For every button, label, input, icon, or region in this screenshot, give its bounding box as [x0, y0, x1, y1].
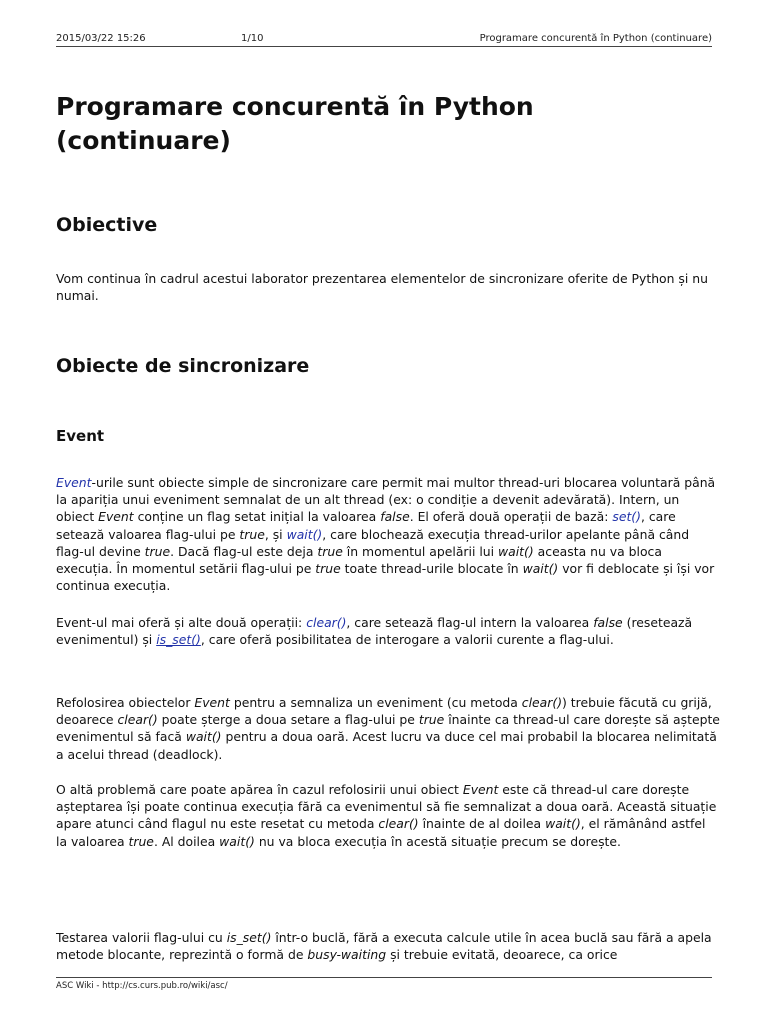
em-run: clear()	[521, 695, 563, 710]
em-run: busy-waiting	[307, 947, 387, 963]
em-run: wait()	[522, 561, 559, 577]
em-run: true	[239, 526, 265, 542]
event-operations-paragraph	[56, 614, 720, 648]
page-header	[56, 32, 712, 46]
em-run: is_set()	[226, 930, 272, 945]
text-run: pentru a doua oară. Acest lucru va duce cel mai probabil la blocarea nelimitată a acelui thread (deadlock).	[56, 729, 717, 762]
em-run: wait()	[185, 729, 222, 745]
event-reuse-paragraph	[56, 694, 720, 763]
page-title-line2: (continuare)	[56, 126, 231, 155]
text-run: nu va bloca execuția în acestă situație precum se dorește.	[254, 833, 621, 849]
text-run: aceasta nu va bloca execuția. În momentul setării flag-ului pe	[56, 543, 662, 577]
text-run: într-o buclă, fără a executa calcule utile în acea buclă sau fără a apela metode blocante, reprezintă o formă de	[56, 930, 712, 963]
text-run: Testarea valorii flag-ului cu	[56, 930, 227, 945]
text-run: (resetează evenimentul) și	[56, 615, 693, 648]
text-run: și trebuie evitată, deoarece, ca orice	[386, 947, 618, 963]
em-run: clear()	[117, 712, 158, 728]
clear-method-link[interactable]: clear()	[306, 615, 347, 630]
page-title-line1: Programare concurentă în Python	[56, 92, 534, 121]
text-run: toate thread-urile blocate în	[340, 561, 523, 577]
text-run: . Dacă flag-ul este deja	[170, 543, 318, 559]
text-run: , care oferă posibilitatea de interogare a valorii curente a flag-ului.	[200, 632, 614, 648]
text-run: , care blochează execuția thread-urilor apelante până când flag-ul devine	[56, 526, 690, 559]
text-run: -urile sunt obiecte simple de sincronizare care permit mai multor thread-uri blocarea voluntară până la apariția unui eveniment semnalat de un alt thread (ex: o condiție a devenit adevărată). Intern, un obiect	[56, 475, 716, 525]
em-run: true	[144, 543, 171, 559]
em-run: Event	[462, 782, 499, 797]
text-run: , care setează flag-ul intern la valoarea	[346, 615, 594, 630]
objectives-heading: Obiective	[56, 214, 158, 236]
header-page-count: 1/10	[241, 33, 264, 44]
text-run: ) trebuie făcută cu grijă, deoarece	[56, 695, 712, 728]
em-run: wait()	[498, 543, 534, 559]
text-run: . Al doilea	[153, 833, 220, 849]
em-run: false	[593, 615, 623, 630]
event-intro-paragraph	[56, 474, 720, 594]
em-run: true	[315, 561, 341, 577]
text-run: , și	[264, 526, 287, 542]
em-run: Event	[194, 695, 230, 710]
em-run: Event	[98, 509, 134, 525]
text-run: Event-ul mai oferă și alte două operații:	[56, 615, 307, 630]
sync-objects-heading: Obiecte de sincronizare	[56, 355, 310, 377]
text-run: înainte de al doilea	[418, 816, 546, 832]
em-run: wait()	[545, 816, 581, 832]
text-run: vor fi deblocate și își vor continua execuția.	[56, 561, 715, 594]
page-footer: ASC Wiki - http://cs.curs.pub.ro/wiki/asc/	[56, 981, 228, 991]
text-run: O altă problemă care poate apărea în cazul refolosirii unui obiect	[56, 782, 463, 797]
text-run: conține un flag setat inițial la valoarea	[133, 509, 381, 525]
event-reuse-problem-paragraph	[56, 781, 720, 850]
text-run: înainte ca thread-ul care dorește să aștepte evenimentul să facă	[56, 712, 720, 745]
em-run: wait()	[219, 833, 255, 849]
text-run: este că thread-ul care dorește așteptarea își poate continua execuția fără ca evenimentul să fie semnalizat a doua oară. Această situație apare atunci când flagul nu este resetat cu metoda	[56, 782, 717, 832]
footer-divider	[56, 977, 712, 978]
header-divider	[56, 46, 712, 47]
text-run: în momentul apelării lui	[342, 543, 499, 559]
em-run: clear()	[378, 816, 419, 832]
page-title	[56, 90, 696, 158]
em-run: false	[380, 509, 410, 525]
objectives-paragraph: Vom continua în cadrul acestui laborator prezentarea elementelor de sincronizare oferite de Python și nu numai.	[56, 271, 708, 304]
wait-method-link[interactable]: wait()	[286, 526, 323, 542]
busy-waiting-paragraph	[56, 929, 720, 963]
text-run: , care setează valoarea flag-ului pe	[56, 509, 676, 542]
set-method-link[interactable]: set()	[612, 509, 641, 525]
header-doc-title: Programare concurentă în Python (continuare)	[479, 33, 712, 44]
text-run: , el rămânând astfel la valoarea	[56, 816, 706, 849]
header-date: 2015/03/22 15:26	[56, 33, 146, 44]
event-heading: Event	[56, 427, 105, 445]
em-run: true	[128, 833, 154, 849]
text-run: Refolosirea obiectelor	[56, 695, 195, 710]
is-set-method-link[interactable]: is_set()	[156, 632, 201, 648]
em-run: true	[317, 543, 343, 559]
text-run: . El oferă două operații de bază:	[409, 509, 613, 525]
text-run: pentru a semnaliza un eveniment (cu metoda	[229, 695, 522, 710]
em-run: true	[418, 712, 445, 728]
text-run: poate șterge a doua setare a flag-ului pe	[157, 712, 419, 728]
event-link[interactable]: Event	[56, 475, 92, 490]
